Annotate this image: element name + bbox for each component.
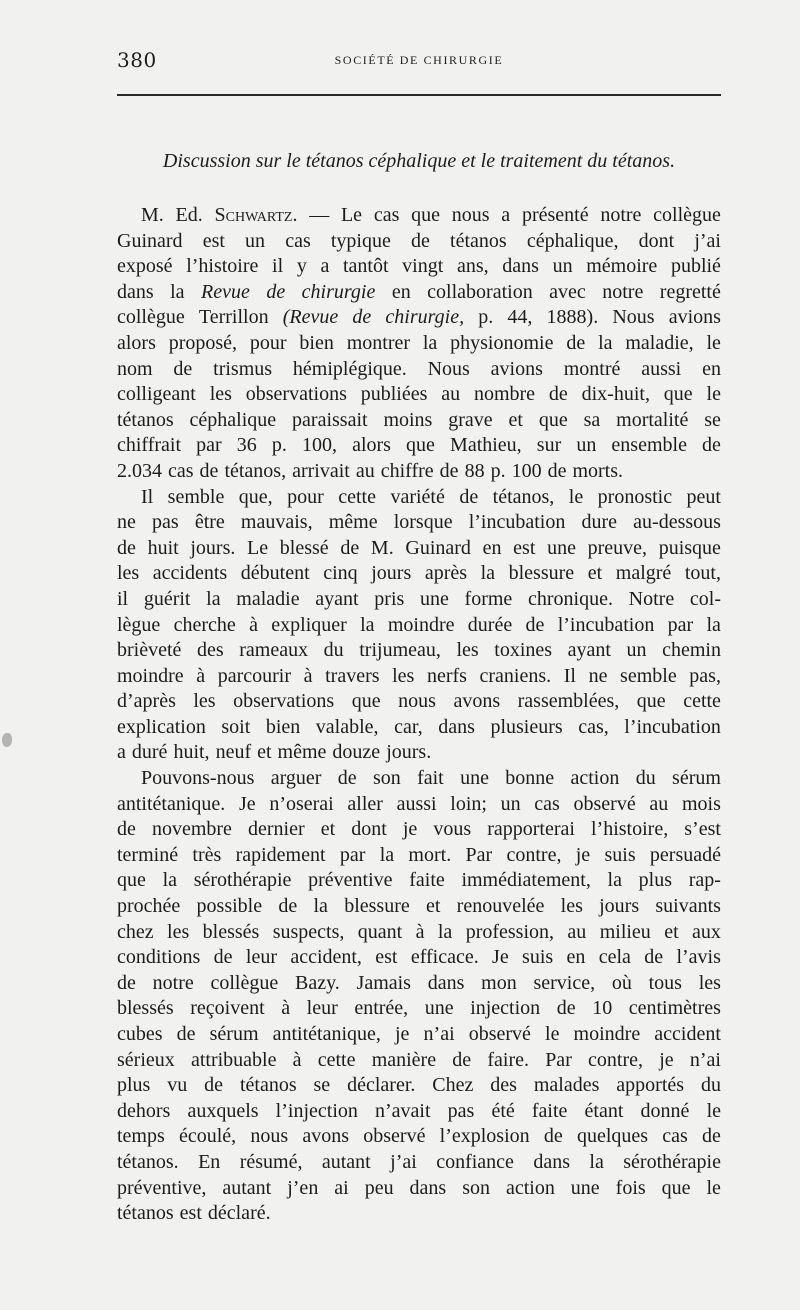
text-line: a duré huit, neuf et même douze jours. [117, 741, 432, 764]
text-line: prochée possible de la blessure et renouvelée les jours suivants [117, 895, 721, 918]
text-line: exposé l’histoire il y a tantôt vingt ans, dans un mémoire publié [117, 255, 721, 278]
text-line: sérieux attribuable à cette manière de faire. Par contre, je n’ai [117, 1048, 721, 1071]
header-rule [117, 94, 721, 96]
text-line: alors proposé, pour bien montrer la physionomie de la maladie, le [117, 331, 721, 354]
text-line: dehors auxquels l’injection n’avait pas été faite étant donné le [117, 1099, 721, 1122]
page-header [117, 48, 721, 78]
text-line: Il semble que, pour cette variété de tétanos, le pronostic peut [141, 485, 721, 508]
text-line: de novembre dernier et dont je vous rapporterai l’histoire, s’est [117, 818, 721, 841]
text-line: 2.034 cas de tétanos, arrivait au chiffre de 88 p. 100 de morts. [117, 459, 624, 482]
paragraph-2 [117, 485, 721, 767]
text-line: d’après les observations que nous avons rassemblées, que cette [117, 690, 721, 713]
text-line: lègue cherche à expliquer la moindre durée de l’incubation par la [117, 613, 721, 636]
text-line: Pouvons-nous arguer de son fait une bonne action du sérum [141, 767, 721, 790]
text-line: chiffrait par 36 p. 100, alors que Mathieu, sur un ensemble de [117, 434, 721, 457]
text-line: il guérit la maladie ayant pris une forme chronique. Notre col- [117, 587, 721, 610]
text-line: tétanos. En résumé, autant j’ai confiance dans la sérothérapie [117, 1150, 721, 1173]
text-line: chez les blessés suspects, quant à la profession, au milieu et aux [117, 920, 721, 943]
text-line: que la sérothérapie préventive faite immédiatement, la plus rap- [117, 869, 721, 892]
body-text [117, 203, 721, 1227]
text-line: de huit jours. Le blessé de M. Guinard en est une preuve, puisque [117, 536, 721, 559]
running-head: SOCIÉTÉ DE CHIRURGIE [334, 53, 504, 67]
paragraph-1 [117, 203, 721, 485]
text-line: terminé très rapidement par la mort. Par contre, je suis persuadé [117, 843, 721, 866]
text-line: antitétanique. Je n’oserai aller aussi loin; un cas observé au mois [117, 792, 721, 815]
text-line: nom de trismus hémiplégique. Nous avions montré aussi en [117, 357, 721, 380]
page-number: 380 [117, 48, 157, 72]
text-line: moindre à parcourir à travers les nerfs craniens. Il ne semble pas, [117, 664, 721, 687]
text-line: brièveté des rameaux du trijumeau, les toxines ayant un chemin [117, 639, 721, 662]
text-line: préventive, autant j’en ai peu dans son action une fois que le [117, 1176, 721, 1199]
text-line: colligeant les observations publiées au nombre de dix-huit, que le [117, 383, 721, 406]
text-line: Guinard est un cas typique de tétanos céphalique, dont j’ai [117, 229, 721, 252]
text-line: tétanos est déclaré. [117, 1202, 271, 1225]
text-line: collègue Terrillon (Revue de chirurgie, p. 44, 1888). Nous avions [117, 306, 721, 329]
text-line: M. Ed. Schwartz. — Le cas que nous a présenté notre collègue [141, 204, 721, 226]
text-line: les accidents débutent cinq jours après la blessure et malgré tout, [117, 562, 721, 585]
text-line: de notre collègue Bazy. Jamais dans mon service, où tous les [117, 971, 721, 994]
text-line: ne pas être mauvais, même lorsque l’incubation dure au-dessous [117, 511, 721, 534]
text-line: conditions de leur accident, est efficace. Je suis en cela de l’avis [117, 946, 721, 969]
section-title: Discussion sur le tétanos céphalique et le traitement du tétanos. [162, 150, 676, 172]
margin-ink-spot [2, 733, 12, 747]
text-line: cubes de sérum antitétanique, je n’ai observé le moindre accident [117, 1023, 721, 1045]
text-line: tétanos céphalique paraissait moins grave et que sa mortalité se [117, 408, 721, 431]
text-line: dans la Revue de chirurgie en collaboration avec notre regretté [117, 280, 721, 303]
text-line: blessés reçoivent à leur entrée, une injection de 10 centimètres [117, 997, 721, 1020]
text-line: temps écoulé, nous avons observé l’explosion de quelques cas de [117, 1125, 721, 1148]
text-line: plus vu de tétanos se déclarer. Chez des malades apportés du [117, 1074, 721, 1097]
text-line: explication soit bien valable, car, dans plusieurs cas, l’incubation [117, 715, 721, 738]
paragraph-3 [117, 766, 721, 1227]
